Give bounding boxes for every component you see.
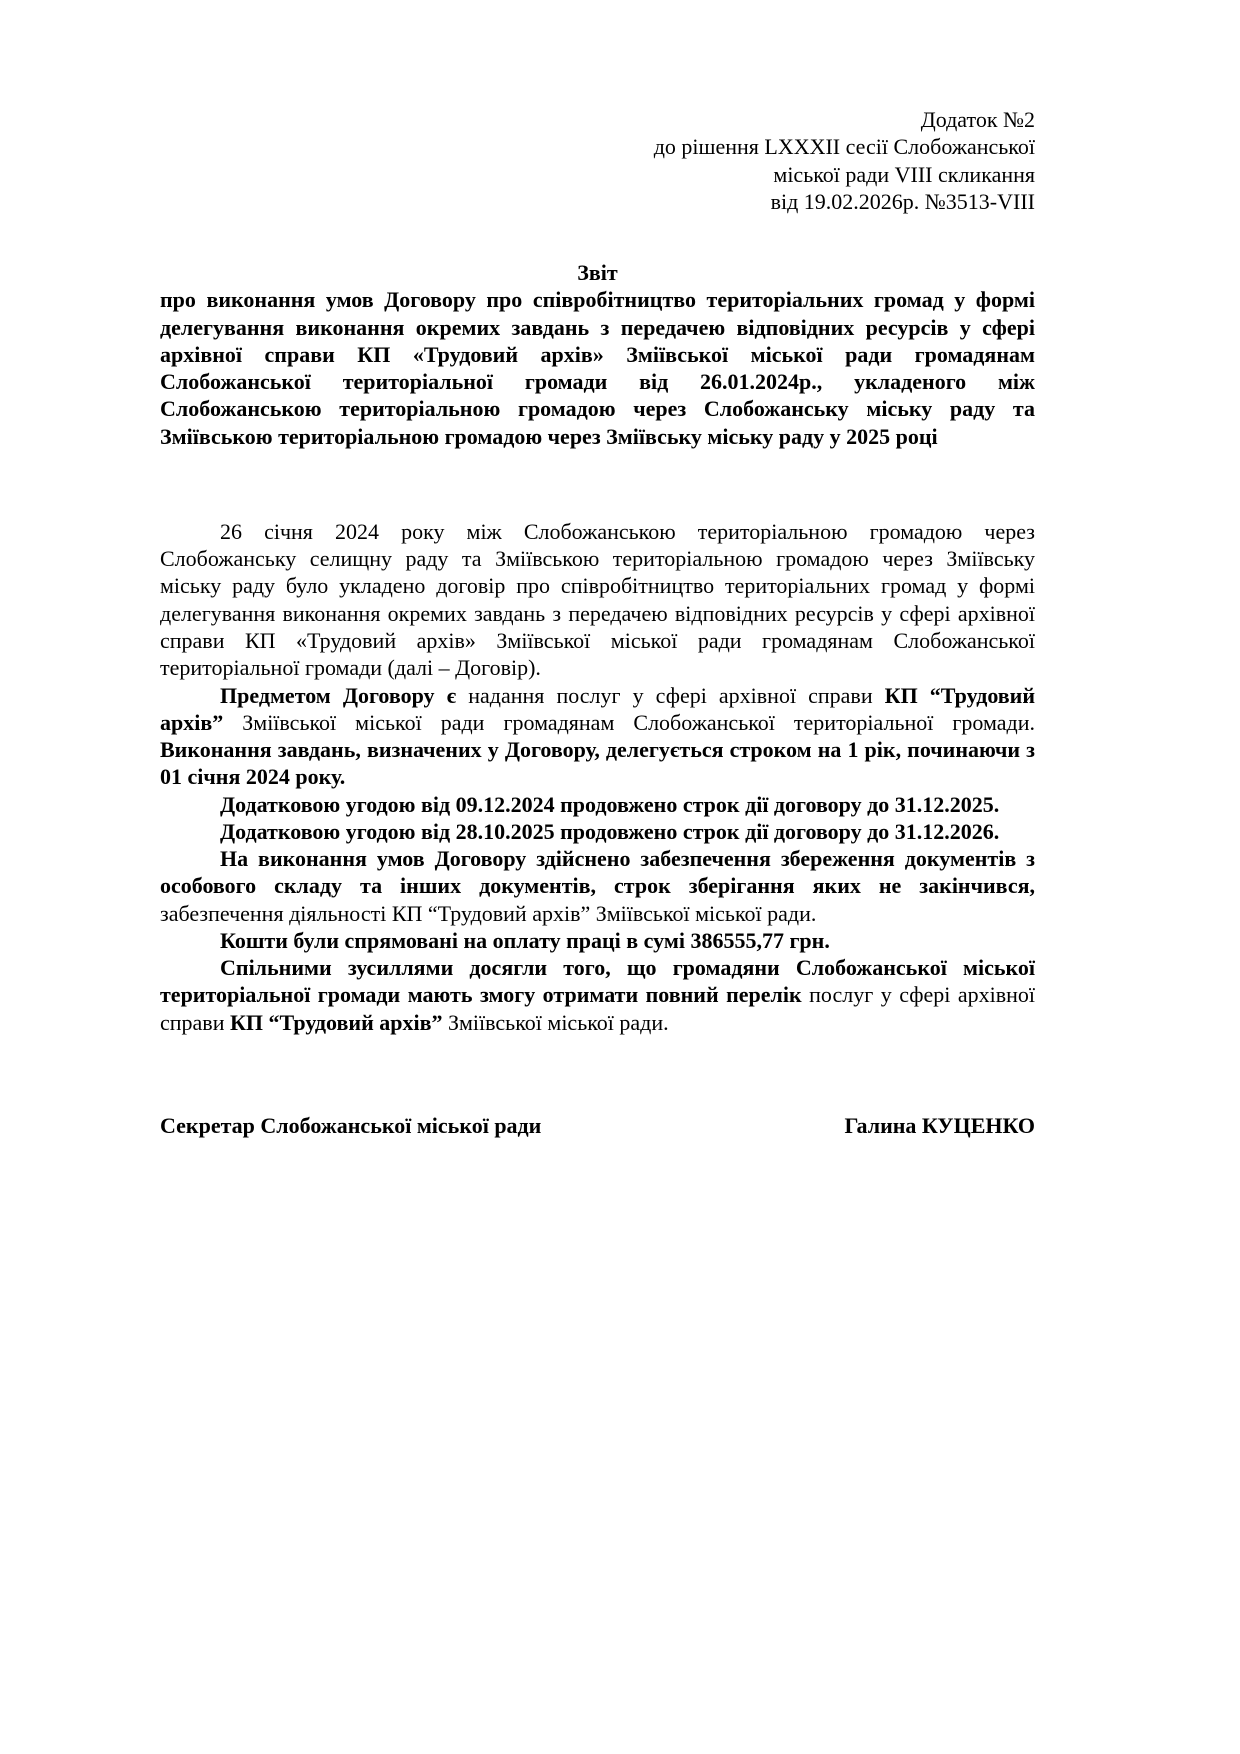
text-run: Предметом Договору є <box>220 682 469 708</box>
paragraph-funds <box>160 927 1035 954</box>
text-run: На виконання умов Договору здійснено забезпечення збереження документів з особового складу та інших документів, строк зберігання яких не закінчився, <box>160 846 1035 899</box>
text-run: Кошти були спрямовані на оплату праці в сумі 386555,77 грн. <box>220 927 830 953</box>
header-line-council: міської ради VIII скликання <box>773 161 1035 187</box>
signature-name: Галина КУЦЕНКО <box>844 1112 1035 1138</box>
document-subtitle: про виконання умов Договору про співробітництво територіальних громад у формі делегування виконання окремих завдань з передачею відповідних ресурсів у сфері архівної справи КП «Трудовий архів» Зміївської міської ради громадянам Слобожанської територіальної громади від 26.01.2024р., укладеного між Слобожанською територіальною громадою через Слобожанську міську раду та Зміївською територіальною громадою через Зміївську міську раду у 2025 році <box>160 287 1035 449</box>
document-header <box>160 106 1035 215</box>
text-run: КП “Трудовий архів” <box>160 682 1036 735</box>
paragraph-preservation <box>160 845 1035 927</box>
paragraph-amendment-2025 <box>160 818 1035 845</box>
paragraph-agreement-signed <box>160 518 1035 682</box>
paragraph-joint-efforts <box>160 954 1035 1036</box>
header-line-decision: до рішення LXXXII сесії Слобожанської <box>653 134 1035 160</box>
text-run: Зміївської міської ради громадянам Слобожанської територіальної громади. <box>242 709 1035 735</box>
text-run: забезпечення діяльності КП “Трудовий архів” Зміївської міської ради. <box>160 900 817 926</box>
text-run: надання послуг у сфері архівної справи <box>468 682 885 708</box>
text-run: Виконання завдань, визначених у Договору, делегується строком на 1 рік, починаючи з 01 січня 2024 року. <box>160 737 1035 790</box>
signature-row <box>160 1112 1035 1139</box>
text-run: Спільними зусиллями досягли того, що громадяни Слобожанської міської територіальної громади мають змогу отримати повний перелік <box>160 955 1035 1008</box>
text-run: КП “Трудовий архів” <box>229 1009 448 1035</box>
signature-position: Секретар Слобожанської міської ради <box>160 1112 542 1138</box>
text-run: 26 січня 2024 року між Слобожанською територіальною громадою через Слобожанську селищну раду та Зміївською територіальною громадою через Зміївську міську раду було укладено договір про співробітництво територіальних громад у формі делегування виконання окремих завдань з передачею відповідних ресурсів у сфері архівної справи КП «Трудовий архів» Зміївської міської ради громадянам Слобожанської територіальної громади (далі – Договір). <box>160 518 1035 681</box>
header-line-annex: Додаток №2 <box>920 107 1035 132</box>
paragraph-amendment-2024 <box>160 791 1035 818</box>
text-run: Додатковою угодою від 28.10.2025 продовжено строк дії договору до 31.12.2026. <box>220 818 1000 844</box>
text-run: Зміївської міської ради. <box>447 1009 669 1035</box>
text-run: послуг у сфері архівної справи <box>160 982 1035 1035</box>
text-run: Додатковою угодою від 09.12.2024 продовжено строк дії договору до 31.12.2025. <box>220 791 1000 817</box>
header-line-date-number: від 19.02.2026р. №3513-VIII <box>770 188 1035 214</box>
paragraph-subject <box>160 682 1035 791</box>
document-title: Звіт <box>577 260 618 286</box>
